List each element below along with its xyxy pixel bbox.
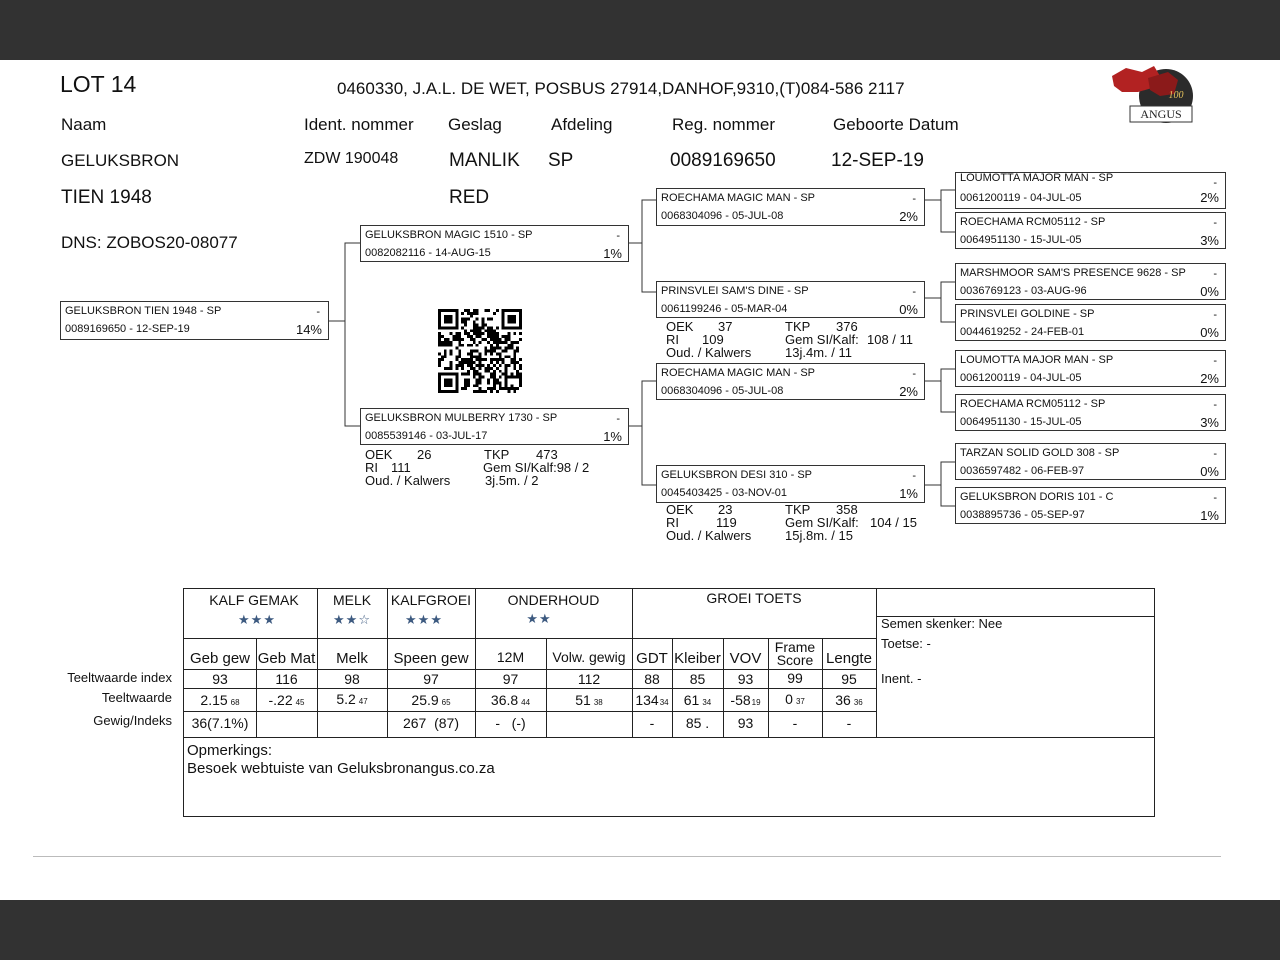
col-geboorte: Geboorte Datum: [833, 115, 959, 134]
idx-cell: 112: [577, 671, 601, 687]
tw-cell: -5819: [730, 692, 761, 708]
pedigree-ssd: ROECHAMA RCM05112 - SP - 0064951130 - 15-JUL-05 3%: [955, 212, 1226, 249]
col-ident: Ident. nommer: [304, 115, 414, 134]
pedigree-sds: MARSHMOOR SAM'S PRESENCE 9628 - SP - 0036769123 - 03-AUG-96 0%: [955, 263, 1226, 300]
pedigree-sss: LOUMOTTA MAJOR MAN - SP - 0061200119 - 04-JUL-05 2%: [955, 172, 1226, 209]
pedigree-dam-dam: GELUKSBRON DESI 310 - SP - 0045403425 - 03-NOV-01 1%: [656, 465, 925, 503]
idx-cell: 98: [344, 671, 360, 687]
group-kalfgroei: KALFGROEI: [390, 592, 472, 608]
pedigree-dam-sire: ROECHAMA MAGIC MAN - SP - 0068304096 - 05-JUL-08 2%: [656, 363, 925, 400]
tw-cell: 13434: [635, 692, 669, 708]
idx-cell: 88: [644, 671, 660, 687]
tw-cell: 0 37: [785, 691, 805, 707]
animal-birth: 12-SEP-19: [831, 150, 924, 171]
col-speen-gew: Speen gew: [393, 650, 469, 667]
animal-name-2: TIEN 1948: [61, 187, 152, 208]
col-afdeling: Afdeling: [551, 115, 613, 134]
pedigree-reg: 0089169650 - 12-SEP-19: [65, 323, 190, 335]
pedigree-dam: GELUKSBRON MULBERRY 1730 - SP - 0085539146 - 03-JUL-17 1%: [360, 408, 629, 445]
tw-cell: 51 38: [575, 692, 603, 708]
col-vov: VOV: [729, 650, 762, 667]
animal-reg: 0089169650: [670, 150, 776, 171]
semen-donor: Semen skenker: Nee: [881, 616, 1003, 631]
gew-cell: - (-): [495, 715, 526, 731]
angus-logo: [1108, 62, 1200, 130]
stars-melk: ★★☆: [333, 612, 371, 627]
logo-text: ANGUS: [1140, 107, 1182, 121]
logo-badge: 100: [1168, 90, 1184, 101]
tw-cell: -.22 45: [268, 692, 305, 708]
gew-cell: 36(7.1%): [191, 715, 249, 731]
stars-kalfgroei: ★★★: [405, 612, 443, 627]
animal-sex: MANLIK: [449, 150, 520, 171]
col-geb-gew: Geb gew: [189, 650, 251, 667]
breeder-info: 0460330, J.A.L. DE WET, POSBUS 27914,DANHOF,9310,(T)084-586 2117: [337, 79, 905, 98]
gew-cell: 93: [737, 715, 754, 731]
tw-cell: 2.15 68: [200, 692, 240, 708]
animal-section: SP: [548, 150, 574, 171]
tw-cell: 5.2 47: [336, 691, 368, 707]
col-frame-score: Frame Score: [774, 639, 816, 668]
gew-cell: -: [649, 715, 655, 731]
col-naam: Naam: [61, 115, 107, 134]
pedigree-sdd: PRINSVLEI GOLDINE - SP - 0044619252 - 24-FEB-01 0%: [955, 304, 1226, 341]
col-lengte: Lengte: [826, 650, 872, 667]
col-melk: Melk: [336, 650, 368, 667]
pedigree-dss: LOUMOTTA MAJOR MAN - SP - 0061200119 - 04-JUL-05 2%: [955, 350, 1226, 387]
pedigree-pct: 14%: [295, 322, 322, 337]
separator-line: [33, 856, 1221, 857]
idx-cell: 99: [787, 670, 803, 686]
animal-colour: RED: [449, 187, 490, 208]
group-melk: MELK: [332, 592, 372, 608]
col-reg: Reg. nommer: [672, 115, 775, 134]
tw-cell: 25.9 65: [411, 692, 451, 708]
row-label-gew: Gewig/Indeks: [93, 713, 172, 728]
stars-kalf-gemak: ★★★: [238, 612, 276, 627]
pedigree-sire-dam: PRINSVLEI SAM'S DINE - SP - 0061199246 - 05-MAR-04 0%: [656, 281, 925, 318]
idx-cell: 93: [737, 671, 754, 687]
tw-cell: 36.8 44: [490, 692, 531, 708]
col-12m: 12M: [496, 649, 525, 665]
idx-cell: 85: [689, 671, 706, 687]
col-volw-gewig: Volw. gewig: [552, 649, 626, 665]
pedigree-ddd: GELUKSBRON DORIS 101 - C - 0038895736 - 05-SEP-97 1%: [955, 487, 1226, 524]
animal-dns: DNS: ZOBOS20-08077: [61, 233, 238, 252]
col-geb-mat: Geb Mat: [257, 650, 316, 667]
gew-cell: -: [846, 715, 852, 731]
gew-cell: 85 .: [685, 715, 710, 731]
bottom-bar: [0, 900, 1280, 960]
pedigree-self: GELUKSBRON TIEN 1948 - SP - 0089169650 - 12-SEP-19 14%: [60, 301, 329, 340]
idx-cell: 116: [275, 671, 298, 687]
tests: Toetse: -: [881, 636, 931, 651]
vaccination: Inent. -: [881, 671, 922, 686]
group-groei-toets: GROEI TOETS: [706, 590, 802, 606]
tw-cell: 61 34: [683, 692, 712, 708]
pedigree-dds: TARZAN SOLID GOLD 308 - SP - 0036597482 - 06-FEB-97 0%: [955, 443, 1226, 480]
pedigree-sire: GELUKSBRON MAGIC 1510 - SP - 0082082116 - 14-AUG-15 1%: [360, 225, 629, 262]
pedigree-name: GELUKSBRON TIEN 1948 - SP: [65, 305, 222, 317]
animal-name-1: GELUKSBRON: [61, 151, 180, 170]
animal-ident: ZDW 190048: [304, 150, 399, 167]
idx-cell: 93: [212, 671, 228, 687]
idx-cell: 95: [841, 671, 857, 687]
col-kleiber: Kleiber: [674, 650, 721, 667]
gew-cell: 267 (87): [402, 715, 460, 731]
group-kalf-gemak: KALF GEMAK: [209, 592, 299, 608]
row-label-index: Teeltwaarde index: [67, 670, 172, 685]
remarks-text: Besoek webtuiste van Geluksbronangus.co.za: [187, 760, 495, 777]
row-label-tw: Teeltwaarde: [101, 690, 172, 705]
idx-cell: 97: [502, 671, 519, 687]
gew-cell: -: [792, 715, 798, 731]
group-onderhoud: ONDERHOUD: [507, 592, 600, 608]
qr-code[interactable]: [436, 309, 524, 393]
tw-cell: 36 36: [835, 692, 863, 708]
stars-onderhoud: ★★: [526, 611, 552, 626]
col-geslag: Geslag: [448, 115, 502, 134]
col-gdt: GDT: [636, 650, 668, 667]
idx-cell: 97: [423, 671, 439, 687]
pedigree-dsd: ROECHAMA RCM05112 - SP - 0064951130 - 15-JUL-05 3%: [955, 394, 1226, 431]
pedigree-sire-sire: ROECHAMA MAGIC MAN - SP - 0068304096 - 05-JUL-08 2%: [656, 188, 925, 226]
top-bar: [0, 0, 1280, 60]
remarks-label: Opmerkings:: [187, 742, 273, 759]
lot-number: LOT 14: [60, 71, 137, 97]
ebv-table: [183, 588, 1155, 817]
